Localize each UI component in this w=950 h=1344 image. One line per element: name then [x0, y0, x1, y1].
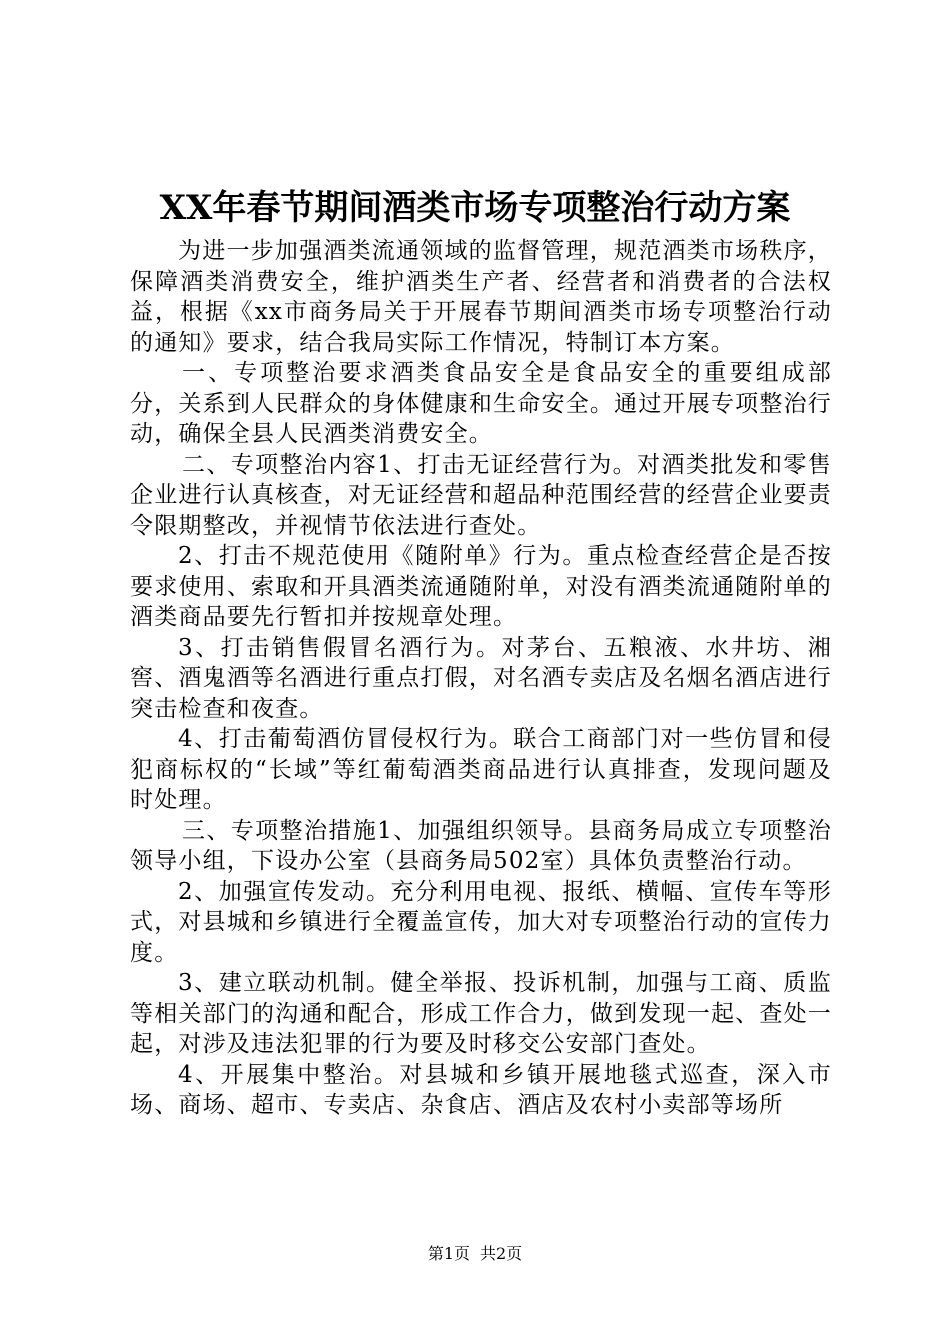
document-body [130, 236, 832, 1121]
paragraph-item: 4、开展集中整治。对县城和乡镇开展地毯式巡查，深入市场、商场、超市、专卖店、杂食店、酒店及农村小卖部等场所 [130, 1061, 832, 1118]
paragraph-item: 2、加强宣传发动。充分利用电视、报纸、横幅、宣传车等形式，对县城和乡镇进行全覆盖宣传，加大对专项整治行动的宣传力度。 [130, 878, 832, 966]
paragraph-section-3: 三、专项整治措施1、加强组织领导。县商务局成立专项整治领导小组，下设办公室（县商务局502室）具体负责整治行动。 [130, 817, 832, 874]
paragraph-item: 2、打击不规范使用《随附单》行为。重点检查经营企是否按要求使用、索取和开具酒类流通随附单，对没有酒类流通随附单的酒类商品要先行暂扣并按规章处理。 [130, 543, 832, 630]
paragraph-section-2: 二、专项整治内容1、打击无证经营行为。对酒类批发和零售企业进行认真核查，对无证经营和超品种范围经营的经营企业要责令限期整改，并视情节依法进行查处。 [130, 451, 832, 539]
paragraph-item: 3、建立联动机制。健全举报、投诉机制，加强与工商、质监等相关部门的沟通和配合，形成工作合力，做到发现一起、查处一起，对涉及违法犯罪的行为要及时移交公安部门查处。 [130, 970, 832, 1057]
page-count: 共2页 [480, 1244, 523, 1263]
paragraph-intro: 为进一步加强酒类流通领域的监督管理，规范酒类市场秩序，保障酒类消费安全，维护酒类生产者、经营者和消费者的合法权益，根据《xx市商务局关于开展春节期间酒类市场专项整治行动的通知》要求，结合我局实际工作情况，特制订本方案。 [130, 238, 832, 356]
paragraph-section-1: 一、专项整治要求酒类食品安全是食品安全的重要组成部分，关系到人民群众的身体健康和生命安全。通过开展专项整治行动，确保全县人民酒类消费安全。 [130, 360, 832, 447]
paragraph-item: 4、打击葡萄酒仿冒侵权行为。联合工商部门对一些仿冒和侵犯商标权的“长域”等红葡萄酒类商品进行认真排查，发现问题及时处理。 [130, 726, 832, 813]
page-number: 第1页 [427, 1244, 470, 1263]
document-title: XX年春节期间酒类市场专项整治行动方案 [159, 188, 791, 228]
page-footer [0, 1244, 950, 1264]
paragraph-item: 3、打击销售假冒名酒行为。对茅台、五粮液、水井坊、湘窖、酒鬼酒等名酒进行重点打假，对名酒专卖店及名烟名酒店进行突击检查和夜查。 [130, 634, 832, 722]
